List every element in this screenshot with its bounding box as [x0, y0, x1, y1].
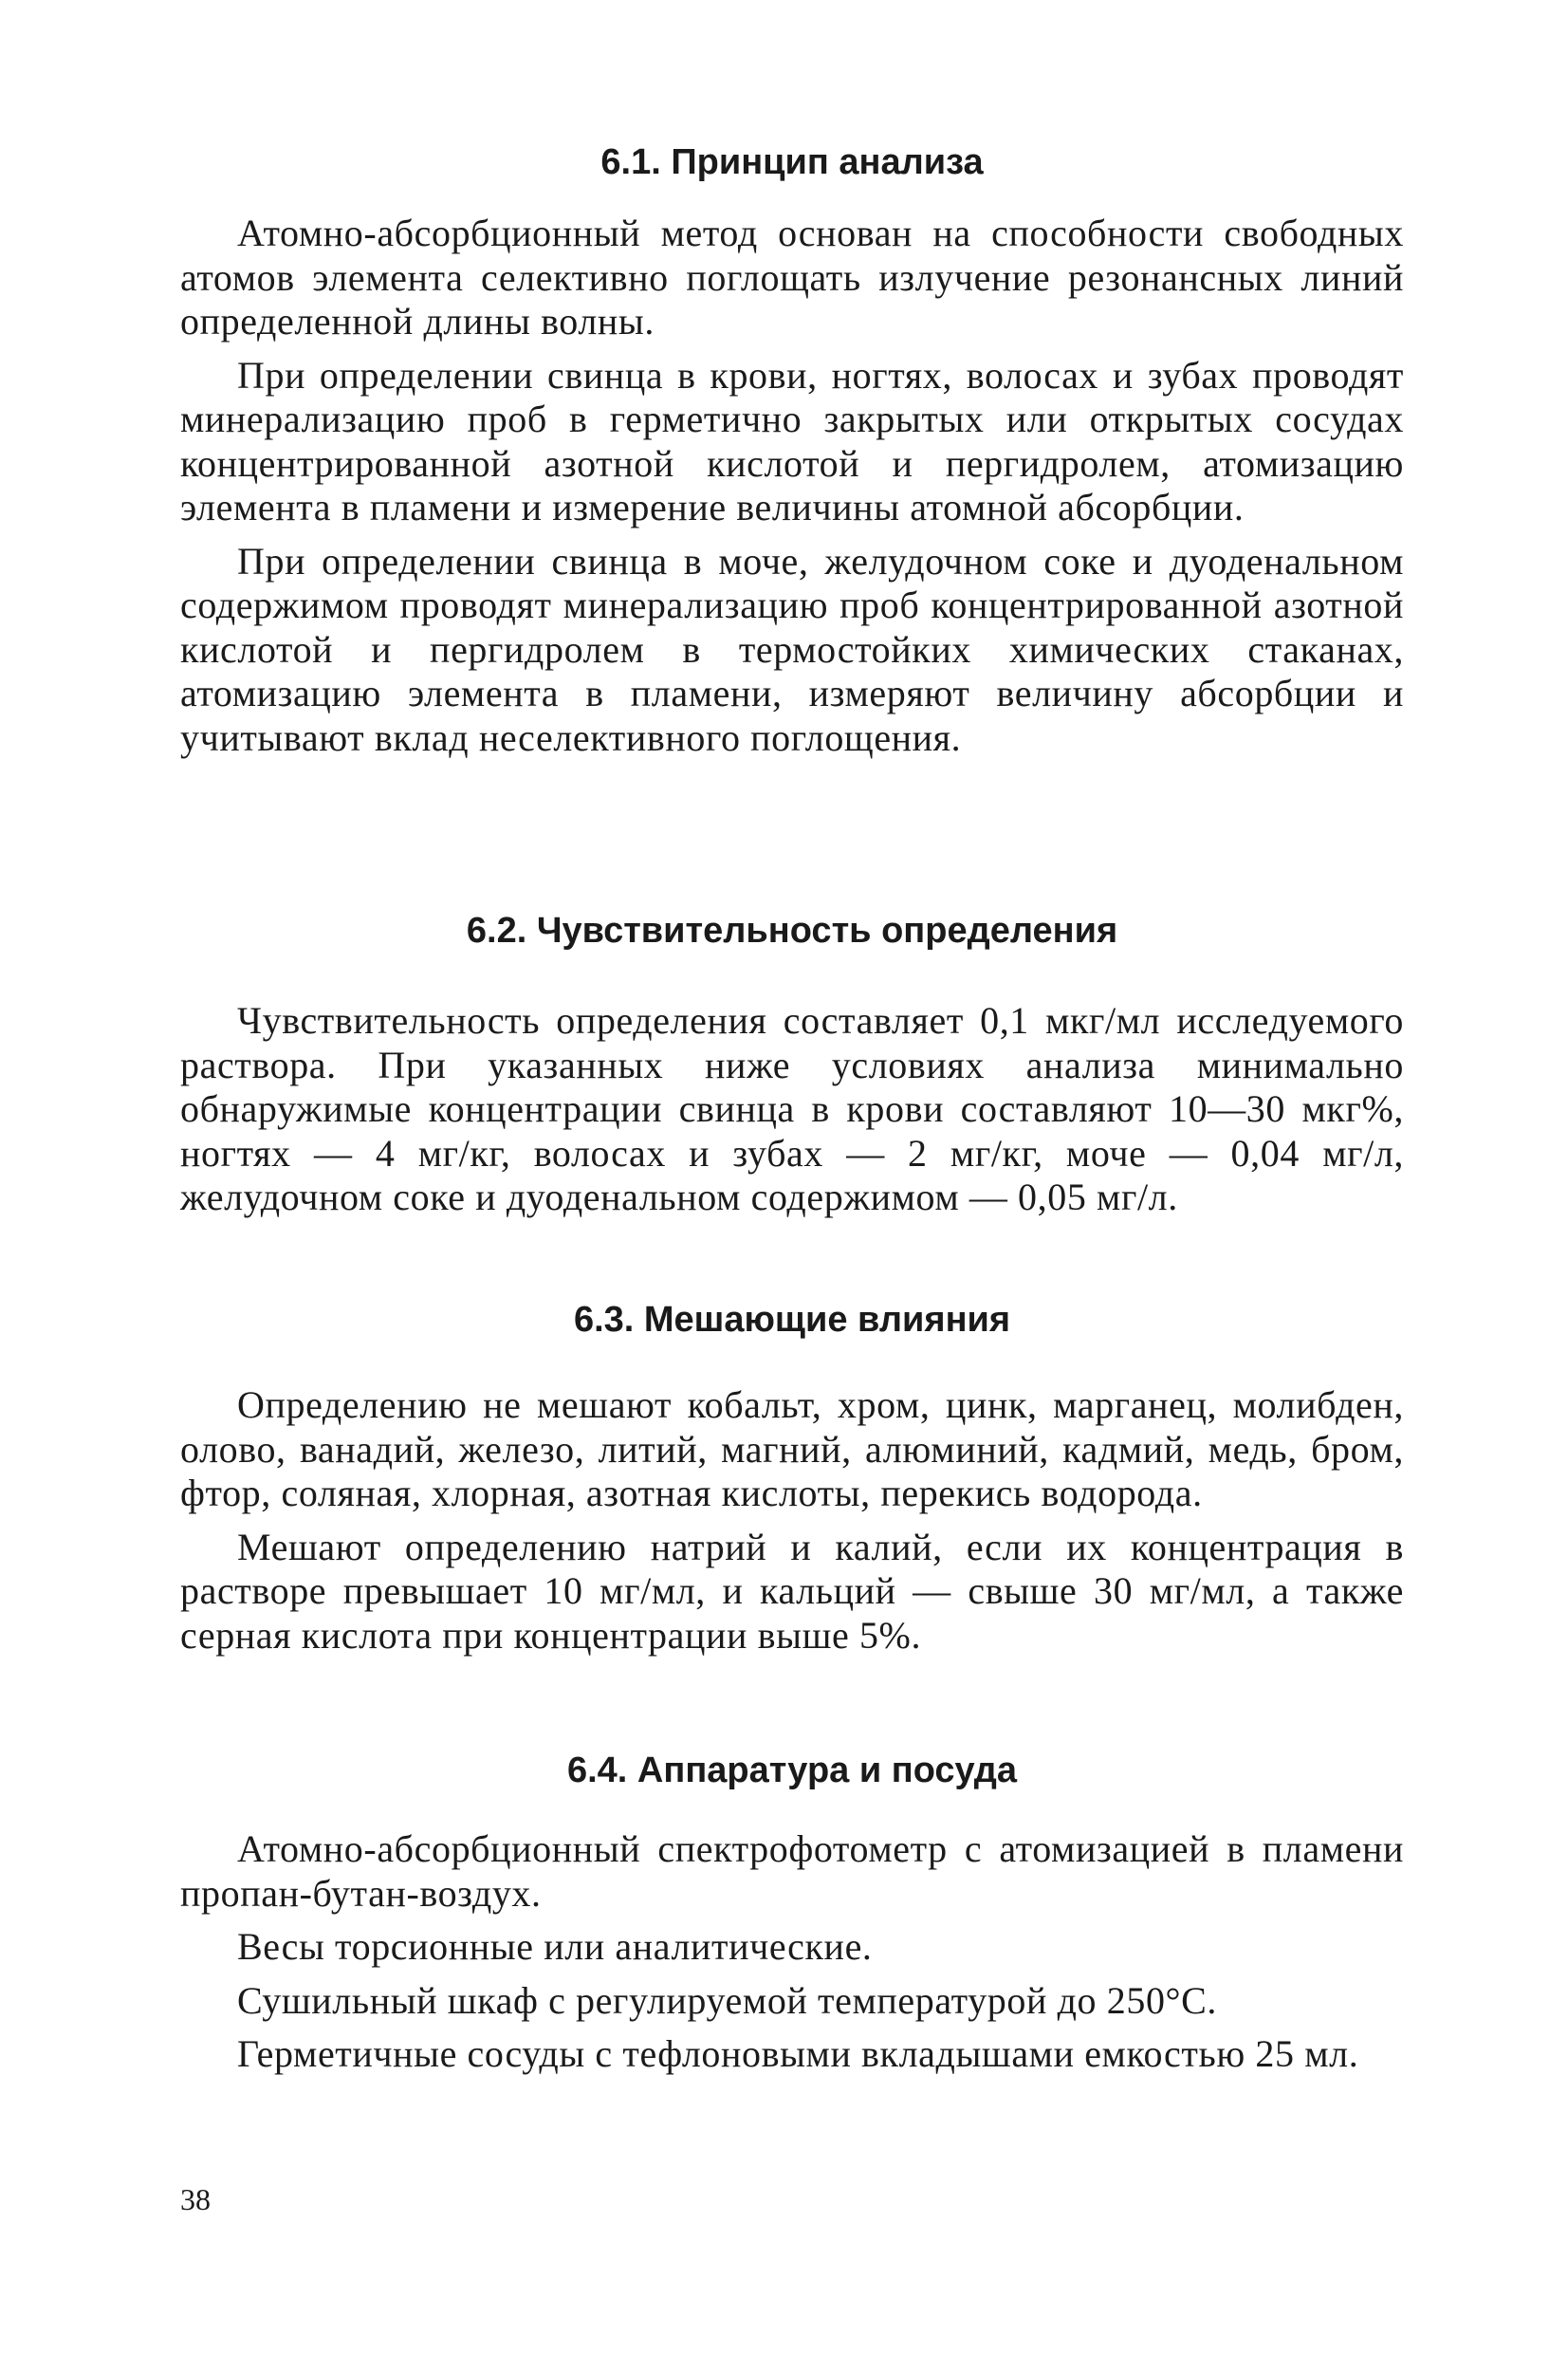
- section-sensitivity: [180, 911, 1404, 1220]
- paragraph: Чувствительность определения составляет 0,1 мкг/мл исследуемого раствора. При указанных ниже условиях анализа минимально обнаружимые концентрации свинца в крови составляют 10—30 мкг%, ногтях — 4 мг/кг, волосах и зубах — 2 мг/кг, моче — 0,04 мг/л, желудочном соке и дуоденальном содержимом — 0,05 мг/л.: [180, 999, 1404, 1218]
- page-number: 38: [180, 2182, 211, 2216]
- paragraph: Атомно-абсорбционный метод основан на способности свободных атомов элемента селективно поглощать излучение резонансных линий определенной длины волны.: [180, 212, 1404, 343]
- section-heading: 6.4. Аппаратура и посуда: [566, 1751, 1018, 1790]
- paragraph: Весы торсионные или аналитические.: [237, 1925, 873, 1968]
- paragraph: Атомно-абсорбционный спектрофотометр с атомизацией в пламени пропан-бутан-воздух.: [180, 1827, 1404, 1915]
- section-equipment: [180, 1751, 1404, 2077]
- paragraph: При определении свинца в крови, ногтях, волосах и зубах проводят минерализацию проб в герметично закрытых или открытых сосудах концентрированной азотной кислотой и пергидролем, атомизацию элемента в пламени и измерение величины атомной абсорбции.: [180, 353, 1404, 528]
- paragraph: Герметичные сосуды с тефлоновыми вкладышами емкостью 25 мл.: [237, 2032, 1359, 2075]
- paragraph: Мешают определению натрий и калий, если их концентрация в растворе превышает 10 мг/мл, и кальций — свыше 30 мг/мл, а также серная кислота при концентрации выше 5%.: [180, 1525, 1404, 1657]
- section-heading: 6.2. Чувствительность определения: [466, 911, 1118, 951]
- section-principle: [180, 142, 1404, 760]
- paragraph: Сушильный шкаф с регулируемой температурой до 250°С.: [237, 1978, 1218, 2022]
- paragraph: При определении свинца в моче, желудочном соке и дуоденальном содержимом проводят минерализацию проб концентрированной азотной кислотой и пергидролем в термостойких химических стаканах, атомизацию элемента в пламени, измеряют величину абсорбции и учитывают вклад неселективного поглощения.: [180, 539, 1404, 759]
- section-heading: 6.3. Мешающие влияния: [573, 1300, 1011, 1340]
- paragraph: Определению не мешают кобальт, хром, цинк, марганец, молибден, олово, ванадий, железо, литий, магний, алюминий, кадмий, медь, бром, фтор, соляная, хлорная, азотная кислоты, перекись водорода.: [180, 1383, 1404, 1514]
- section-heading: 6.1. Принцип анализа: [600, 142, 984, 182]
- section-interference: [180, 1300, 1404, 1658]
- document-page: [180, 0, 1404, 2353]
